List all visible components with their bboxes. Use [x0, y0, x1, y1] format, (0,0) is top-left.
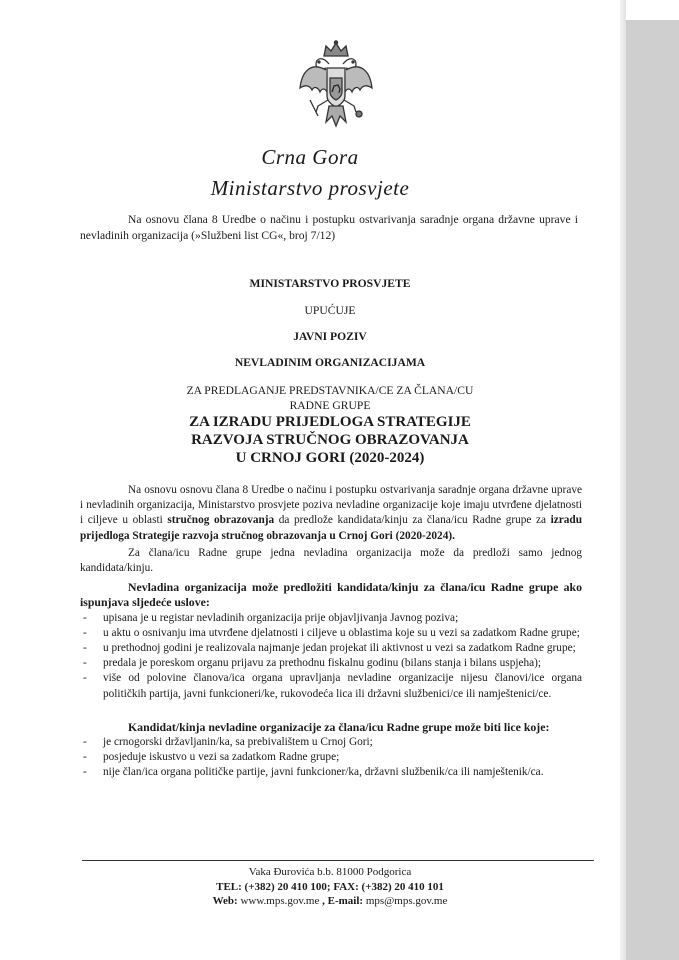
subtitle-line-1: ZA PREDLAGANJE PREDSTAVNIKA/CE ZA ČLANA/CU [186, 384, 474, 397]
ngo-conditions-lead: Nevladina organizacija može predložiti kandidata/kinju za člana/icu Radne grupe ako ispunjava sljedeće uslove: [80, 580, 582, 610]
list-item: - upisana je u registar nevladinih organizacija prije objavljivanja Javnog poziva; [80, 611, 582, 626]
list-item: - je crnogorski državljanin/ka, sa prebivalištem u Crnoj Gori; [80, 735, 582, 750]
candidate-conditions-lead: Kandidat/kinja nevladine organizacije za člana/icu Radne grupe može biti lice koje: [128, 719, 550, 734]
web-label: Web: [212, 895, 238, 907]
ministry-name: Ministarstvo prosvjete [210, 176, 410, 200]
country-name: Crna Gora [261, 145, 359, 169]
email-link[interactable]: mps@mps.gov.me [365, 895, 448, 907]
footer-web-email [0, 894, 660, 909]
contact-footer [0, 865, 660, 909]
invitation-paragraph [80, 483, 582, 544]
tel-label: TEL: [216, 880, 242, 893]
candidate-conditions-list [80, 735, 582, 781]
scan-margin-strip [626, 20, 679, 960]
one-candidate-paragraph: Za člana/icu Radne grupe jedna nevladina organizacija može da predloži samo jednog kandidata/kinju. [80, 546, 582, 575]
footer-phone-fax [0, 880, 660, 895]
strategy-title [0, 413, 660, 467]
title-line-1: ZA IZRADU PRIJEDLOGA STRATEGIJE [189, 414, 471, 430]
ngo-heading: NEVLADINIM ORGANIZACIJAMA [234, 356, 426, 369]
montenegro-coat-of-arms-icon [296, 40, 376, 136]
list-item: - više od polovine članova/ica organa upravljanja nevladine organizacije nijesu članovi/ice organa političkih partija, javni funkcioneri/ke, rukovodeća lica ili državni službenici/ce ili namještenici/ce. [80, 671, 582, 701]
call-body [80, 483, 582, 781]
list-item: - nije član/ica organa političke partije, javni funkcioner/ka, državni službenik/ca ili namještenik/ca. [80, 765, 582, 780]
p1-strategy-emphasis: izradu prijedloga Strategije razvoja stručnog obrazovanja u Crnoj Gori (2020-2024). [80, 514, 582, 542]
list-item: - u prethodnoj godini je realizovala najmanje jedan projekat ili aktivnost u vezi sa zadatkom Radne grupe; [80, 641, 582, 656]
tel-number: (+382) 20 410 100; [244, 880, 331, 893]
public-call-heading: JAVNI POZIV [293, 330, 367, 343]
legal-basis-intro: Na osnovu člana 8 Uredbe o načinu i postupku ostvarivanja saradnje organa državne uprave i nevladinih organizacija (»Službeni list CG«, broj 7/12) [80, 213, 578, 242]
list-item: - u aktu o osnivanju ima utvrđene djelatnosti i ciljeve u oblastima koje su u vezi sa zadatkom Radne grupe; [80, 626, 582, 641]
footer-divider [82, 860, 594, 861]
contact-separator: , [322, 895, 325, 907]
call-subtitle [0, 383, 660, 413]
subtitle-line-2: RADNE GRUPE [289, 399, 371, 412]
footer-address: Vaka Đurovića b.b. 81000 Podgorica [248, 866, 412, 878]
p1-text-c: da predlože kandidata/kinju za člana/icu Radne grupe za [274, 514, 551, 527]
fax-number: (+382) 20 410 101 [361, 880, 444, 893]
title-line-2: RAZVOJA STRUČNOG OBRAZOVANJA [191, 432, 469, 448]
fax-label: FAX: [333, 880, 359, 893]
p1-text-a: Na osnovu osnovu člana 8 Uredbe o načinu i postupku ostvarivanja saradnje organa državne uprave i nevladinih organizacija, Ministarstvo prosvjete poziva nevladine organizacije koje imaju utvrđene djelatnosti i ciljeve u oblasti [80, 484, 582, 527]
p1-field-emphasis: stručnog obrazovanja [167, 514, 275, 527]
title-line-3: U CRNOJ GORI (2020-2024) [235, 450, 425, 466]
web-link[interactable]: www.mps.gov.me [240, 895, 320, 907]
list-item: - posjeduje iskustvo u vezi sa zadatkom Radne grupe; [80, 750, 582, 765]
ngo-conditions-list [80, 611, 582, 702]
issuer-heading: MINISTARSTVO PROSVJETE [249, 277, 411, 290]
list-item: - predala je poreskom organu prijavu za prethodnu fiskalnu godinu (bilans stanja i bilans uspjeha); [80, 656, 582, 671]
issues-heading: UPUĆUJE [304, 304, 356, 317]
email-label: E-mail: [327, 895, 364, 907]
